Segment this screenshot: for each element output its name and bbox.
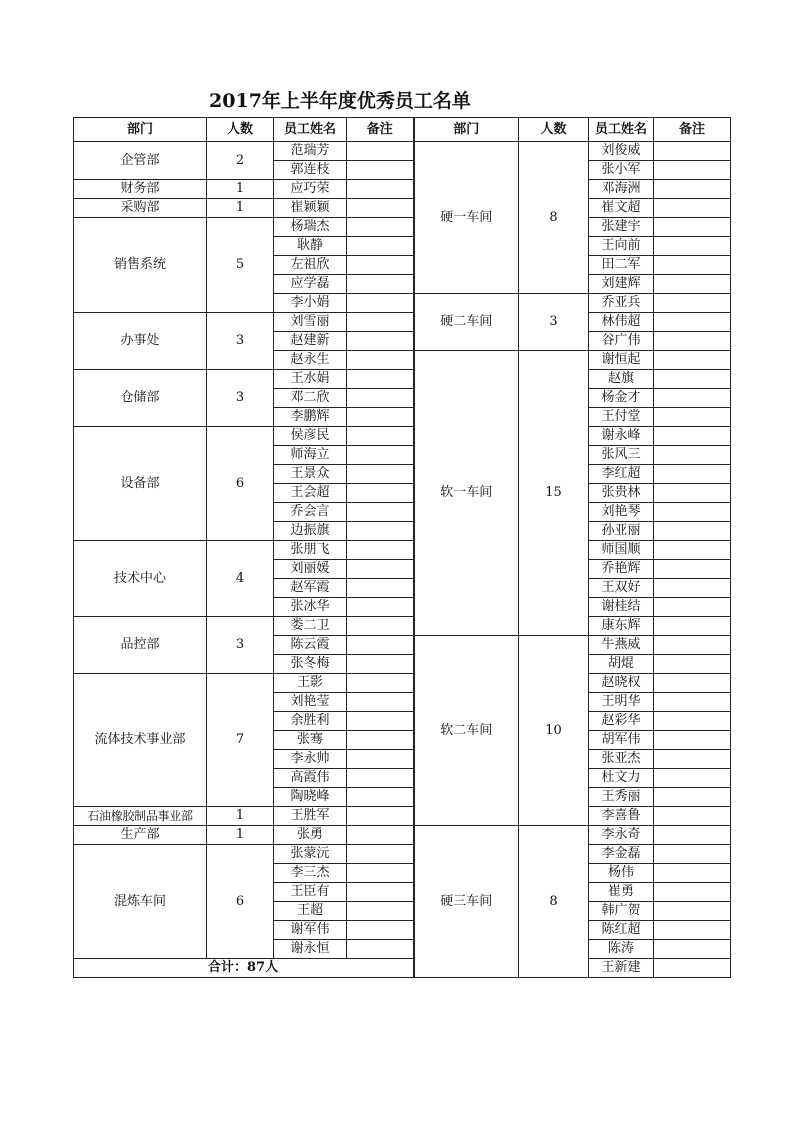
note-cell — [654, 389, 731, 408]
header-note-left: 备注 — [347, 118, 414, 142]
note-cell — [347, 427, 414, 446]
note-cell — [654, 541, 731, 560]
dept-cell: 硬三车间 — [414, 826, 519, 978]
note-cell — [347, 142, 414, 161]
name-cell: 刘丽媛 — [274, 560, 347, 579]
note-cell — [347, 370, 414, 389]
note-cell — [654, 579, 731, 598]
header-dept-left: 部门 — [74, 118, 207, 142]
count-cell: 6 — [207, 845, 274, 959]
name-cell: 陶晓峰 — [274, 788, 347, 807]
name-cell: 康东辉 — [589, 617, 654, 636]
note-cell — [654, 712, 731, 731]
note-cell — [654, 769, 731, 788]
dept-cell: 硬一车间 — [414, 142, 519, 294]
note-cell — [654, 560, 731, 579]
name-cell: 陈云霞 — [274, 636, 347, 655]
header-name-left: 员工姓名 — [274, 118, 347, 142]
note-cell — [347, 522, 414, 541]
note-cell — [347, 864, 414, 883]
note-cell — [654, 408, 731, 427]
name-cell: 王会超 — [274, 484, 347, 503]
note-cell — [347, 921, 414, 940]
note-cell — [347, 636, 414, 655]
name-cell: 娄二卫 — [274, 617, 347, 636]
name-cell: 谢恒起 — [589, 351, 654, 370]
name-cell: 刘俊威 — [589, 142, 654, 161]
header-dept-right: 部门 — [414, 118, 519, 142]
note-cell — [654, 617, 731, 636]
note-cell — [654, 883, 731, 902]
note-cell — [347, 579, 414, 598]
name-cell: 杨伟 — [589, 864, 654, 883]
note-cell — [347, 769, 414, 788]
name-cell: 王向前 — [589, 237, 654, 256]
name-cell: 李三杰 — [274, 864, 347, 883]
name-cell: 师海立 — [274, 446, 347, 465]
name-cell: 张勇 — [274, 826, 347, 845]
dept-cell: 仓储部 — [74, 370, 207, 427]
note-cell — [347, 655, 414, 674]
name-cell: 刘艳琴 — [589, 503, 654, 522]
count-cell: 7 — [207, 674, 274, 807]
dept-cell: 石油橡胶制品事业部 — [74, 807, 207, 826]
name-cell: 师国顺 — [589, 541, 654, 560]
name-cell: 张小军 — [589, 161, 654, 180]
dept-cell: 硬二车间 — [414, 294, 519, 351]
note-cell — [654, 864, 731, 883]
note-cell — [347, 940, 414, 959]
total-cell: 合计：87人 — [74, 959, 414, 978]
name-cell: 李小娟 — [274, 294, 347, 313]
note-cell — [654, 693, 731, 712]
name-cell: 刘建辉 — [589, 275, 654, 294]
dept-cell: 设备部 — [74, 427, 207, 541]
table-row — [74, 807, 731, 826]
note-cell — [654, 503, 731, 522]
header-name-right: 员工姓名 — [589, 118, 654, 142]
name-cell: 郭连枝 — [274, 161, 347, 180]
note-cell — [654, 218, 731, 237]
table-row — [74, 427, 731, 446]
name-cell: 孙亚丽 — [589, 522, 654, 541]
page-title: 2017年上半年度优秀员工名单 — [209, 90, 471, 112]
name-cell: 张贵林 — [589, 484, 654, 503]
header-note-right: 备注 — [654, 118, 731, 142]
employee-table-wrap — [73, 117, 731, 978]
dept-cell: 软二车间 — [414, 636, 519, 826]
dept-cell: 品控部 — [74, 617, 207, 674]
name-cell: 陈红超 — [589, 921, 654, 940]
name-cell: 边振旗 — [274, 522, 347, 541]
note-cell — [654, 199, 731, 218]
table-row — [74, 180, 731, 199]
name-cell: 赵永生 — [274, 351, 347, 370]
note-cell — [347, 465, 414, 484]
note-cell — [347, 560, 414, 579]
note-cell — [654, 180, 731, 199]
dept-cell: 企管部 — [74, 142, 207, 180]
count-cell: 6 — [207, 427, 274, 541]
note-cell — [347, 598, 414, 617]
count-cell: 3 — [207, 313, 274, 370]
count-cell: 8 — [519, 142, 589, 294]
name-cell: 邓二欣 — [274, 389, 347, 408]
note-cell — [654, 427, 731, 446]
note-cell — [347, 446, 414, 465]
dept-cell: 混炼车间 — [74, 845, 207, 959]
name-cell: 王明华 — [589, 693, 654, 712]
note-cell — [347, 218, 414, 237]
note-cell — [654, 161, 731, 180]
table-row — [74, 845, 731, 864]
note-cell — [654, 484, 731, 503]
name-cell: 杜文力 — [589, 769, 654, 788]
note-cell — [654, 959, 731, 978]
count-cell: 2 — [207, 142, 274, 180]
table-row — [74, 541, 731, 560]
dept-cell: 销售系统 — [74, 218, 207, 313]
note-cell — [654, 351, 731, 370]
note-cell — [654, 750, 731, 769]
name-cell: 王水娟 — [274, 370, 347, 389]
note-cell — [654, 598, 731, 617]
note-cell — [654, 237, 731, 256]
note-cell — [654, 522, 731, 541]
note-cell — [347, 313, 414, 332]
name-cell: 乔会言 — [274, 503, 347, 522]
name-cell: 赵晓权 — [589, 674, 654, 693]
note-cell — [347, 826, 414, 845]
note-cell — [654, 655, 731, 674]
table-row — [74, 959, 731, 978]
name-cell: 左祖欣 — [274, 256, 347, 275]
count-cell: 1 — [207, 199, 274, 218]
note-cell — [654, 275, 731, 294]
name-cell: 王胜军 — [274, 807, 347, 826]
name-cell: 张冬梅 — [274, 655, 347, 674]
name-cell: 李永奇 — [589, 826, 654, 845]
name-cell: 谢永恒 — [274, 940, 347, 959]
name-cell: 李鹏辉 — [274, 408, 347, 427]
note-cell — [654, 256, 731, 275]
note-cell — [347, 199, 414, 218]
note-cell — [347, 902, 414, 921]
name-cell: 张朋飞 — [274, 541, 347, 560]
name-cell: 赵军霞 — [274, 579, 347, 598]
note-cell — [654, 370, 731, 389]
name-cell: 胡焜 — [589, 655, 654, 674]
dept-cell: 采购部 — [74, 199, 207, 218]
count-cell: 3 — [207, 617, 274, 674]
note-cell — [654, 731, 731, 750]
dept-cell: 技术中心 — [74, 541, 207, 617]
name-cell: 王景众 — [274, 465, 347, 484]
dept-cell: 财务部 — [74, 180, 207, 199]
note-cell — [347, 731, 414, 750]
name-cell: 谷广伟 — [589, 332, 654, 351]
dept-cell: 办事处 — [74, 313, 207, 370]
note-cell — [347, 408, 414, 427]
name-cell: 王超 — [274, 902, 347, 921]
name-cell: 陈涛 — [589, 940, 654, 959]
name-cell: 侯彦民 — [274, 427, 347, 446]
note-cell — [347, 807, 414, 826]
header-row — [74, 118, 731, 142]
name-cell: 邓海洲 — [589, 180, 654, 199]
name-cell: 李喜鲁 — [589, 807, 654, 826]
note-cell — [347, 750, 414, 769]
count-cell: 3 — [207, 370, 274, 427]
name-cell: 张风三 — [589, 446, 654, 465]
name-cell: 王付堂 — [589, 408, 654, 427]
count-cell: 8 — [519, 826, 589, 978]
dept-cell: 流体技术事业部 — [74, 674, 207, 807]
name-cell: 杨金才 — [589, 389, 654, 408]
note-cell — [347, 275, 414, 294]
name-cell: 应学磊 — [274, 275, 347, 294]
table-row — [74, 218, 731, 237]
name-cell: 崔颖颖 — [274, 199, 347, 218]
name-cell: 王臣有 — [274, 883, 347, 902]
note-cell — [654, 465, 731, 484]
name-cell: 杨瑞杰 — [274, 218, 347, 237]
name-cell: 范瑞芳 — [274, 142, 347, 161]
name-cell: 崔勇 — [589, 883, 654, 902]
count-cell: 5 — [207, 218, 274, 313]
name-cell: 刘雪丽 — [274, 313, 347, 332]
count-cell: 3 — [519, 294, 589, 351]
note-cell — [347, 389, 414, 408]
count-cell: 15 — [519, 351, 589, 636]
header-count-right: 人数 — [519, 118, 589, 142]
note-cell — [654, 902, 731, 921]
table-row — [74, 142, 731, 161]
name-cell: 牛燕威 — [589, 636, 654, 655]
table-row — [74, 826, 731, 845]
name-cell: 高霞伟 — [274, 769, 347, 788]
name-cell: 胡军伟 — [589, 731, 654, 750]
name-cell: 王新建 — [589, 959, 654, 978]
name-cell: 张蒙沅 — [274, 845, 347, 864]
count-cell: 10 — [519, 636, 589, 826]
table-row — [74, 617, 731, 636]
note-cell — [654, 674, 731, 693]
name-cell: 李红超 — [589, 465, 654, 484]
count-cell: 1 — [207, 180, 274, 199]
name-cell: 张冰华 — [274, 598, 347, 617]
name-cell: 张建宇 — [589, 218, 654, 237]
note-cell — [654, 940, 731, 959]
table-row — [74, 370, 731, 389]
note-cell — [654, 788, 731, 807]
name-cell: 林伟超 — [589, 313, 654, 332]
note-cell — [654, 332, 731, 351]
header-count-left: 人数 — [207, 118, 274, 142]
name-cell: 田二军 — [589, 256, 654, 275]
note-cell — [347, 256, 414, 275]
name-cell: 乔亚兵 — [589, 294, 654, 313]
note-cell — [347, 845, 414, 864]
name-cell: 刘艳莹 — [274, 693, 347, 712]
name-cell: 赵彩华 — [589, 712, 654, 731]
name-cell: 谢桂结 — [589, 598, 654, 617]
name-cell: 韩广贺 — [589, 902, 654, 921]
name-cell: 赵旗 — [589, 370, 654, 389]
name-cell: 王影 — [274, 674, 347, 693]
table-row — [74, 199, 731, 218]
name-cell: 崔文超 — [589, 199, 654, 218]
note-cell — [347, 294, 414, 313]
name-cell: 余胜利 — [274, 712, 347, 731]
note-cell — [347, 541, 414, 560]
note-cell — [347, 351, 414, 370]
note-cell — [347, 503, 414, 522]
name-cell: 张骞 — [274, 731, 347, 750]
note-cell — [347, 788, 414, 807]
count-cell: 4 — [207, 541, 274, 617]
table-row — [74, 313, 731, 332]
dept-cell: 软一车间 — [414, 351, 519, 636]
note-cell — [347, 180, 414, 199]
name-cell: 谢永峰 — [589, 427, 654, 446]
note-cell — [347, 693, 414, 712]
note-cell — [654, 142, 731, 161]
name-cell: 赵建新 — [274, 332, 347, 351]
count-cell: 1 — [207, 807, 274, 826]
name-cell: 张亚杰 — [589, 750, 654, 769]
note-cell — [654, 807, 731, 826]
note-cell — [654, 826, 731, 845]
dept-cell: 生产部 — [74, 826, 207, 845]
name-cell: 李永帅 — [274, 750, 347, 769]
note-cell — [654, 294, 731, 313]
note-cell — [347, 674, 414, 693]
note-cell — [347, 883, 414, 902]
note-cell — [347, 617, 414, 636]
note-cell — [347, 484, 414, 503]
note-cell — [654, 446, 731, 465]
table-row — [74, 674, 731, 693]
note-cell — [654, 636, 731, 655]
note-cell — [654, 921, 731, 940]
note-cell — [347, 712, 414, 731]
count-cell: 1 — [207, 826, 274, 845]
note-cell — [347, 237, 414, 256]
note-cell — [347, 332, 414, 351]
note-cell — [654, 313, 731, 332]
name-cell: 应巧荣 — [274, 180, 347, 199]
note-cell — [654, 845, 731, 864]
name-cell: 王双好 — [589, 579, 654, 598]
name-cell: 谢军伟 — [274, 921, 347, 940]
note-cell — [347, 161, 414, 180]
name-cell: 乔艳辉 — [589, 560, 654, 579]
name-cell: 耿静 — [274, 237, 347, 256]
name-cell: 王秀丽 — [589, 788, 654, 807]
name-cell: 李金磊 — [589, 845, 654, 864]
employee-table — [73, 117, 731, 978]
